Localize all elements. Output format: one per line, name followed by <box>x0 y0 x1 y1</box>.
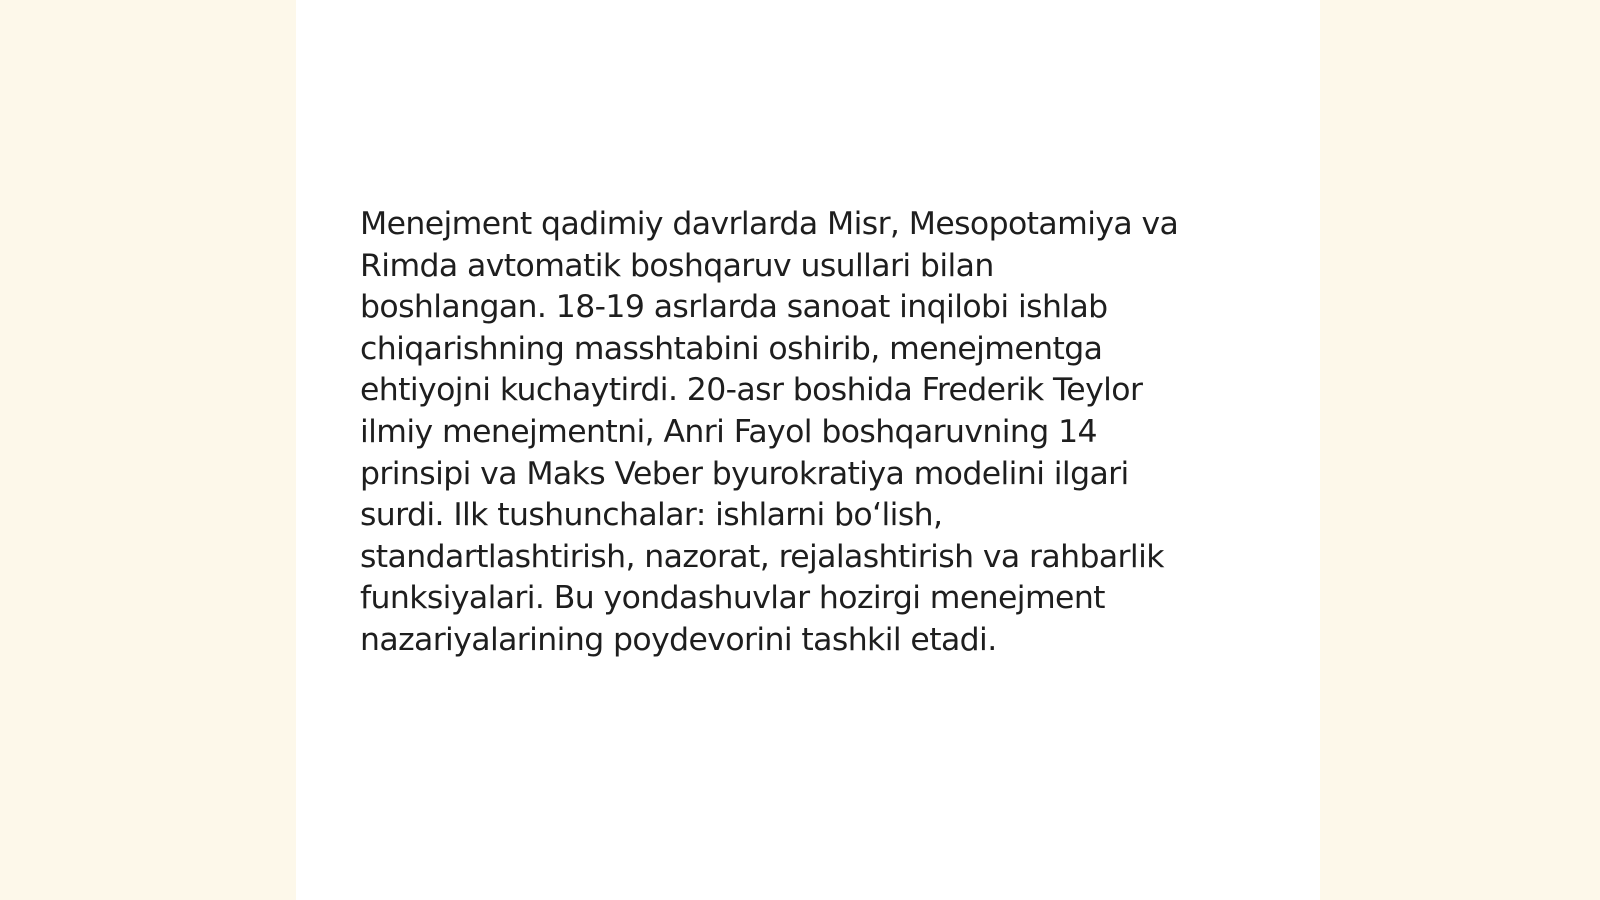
text-line-5: ehtiyojni kuchaytirdi. 20-asr boshida Frederik Teylor <box>360 372 1143 409</box>
text-line-6: ilmiy menejmentni, Anri Fayol boshqaruvning 14 <box>360 413 1097 450</box>
text-line-1: Menejment qadimiy davrlarda Misr, Mesopotamiya va <box>360 206 1179 242</box>
text-line-3: boshlangan. 18-19 asrlarda sanoat inqilobi ishlab <box>360 289 1108 326</box>
text-line-9: standartlashtirish, nazorat, rejalashtirish va rahbarlik <box>360 538 1164 575</box>
text-line-4: chiqarishning masshtabini oshirib, menejmentga <box>360 330 1103 367</box>
text-line-2: Rimda avtomatik boshqaruv usullari bilan <box>360 247 994 284</box>
left-margin-panel <box>0 0 296 900</box>
text-line-11: nazariyalarining poydevorini tashkil etadi. <box>360 621 997 658</box>
slide-canvas <box>296 0 1320 900</box>
text-line-10: funksiyalari. Bu yondashuvlar hozirgi menejment <box>360 580 1105 617</box>
text-line-7: prinsipi va Maks Veber byurokratiya modelini ilgari <box>360 455 1129 492</box>
text-line-8: surdi. Ilk tushunchalar: ishlarni bo‘lish, <box>360 497 943 534</box>
right-margin-panel <box>1320 0 1600 900</box>
slide-body-text <box>360 204 1240 662</box>
